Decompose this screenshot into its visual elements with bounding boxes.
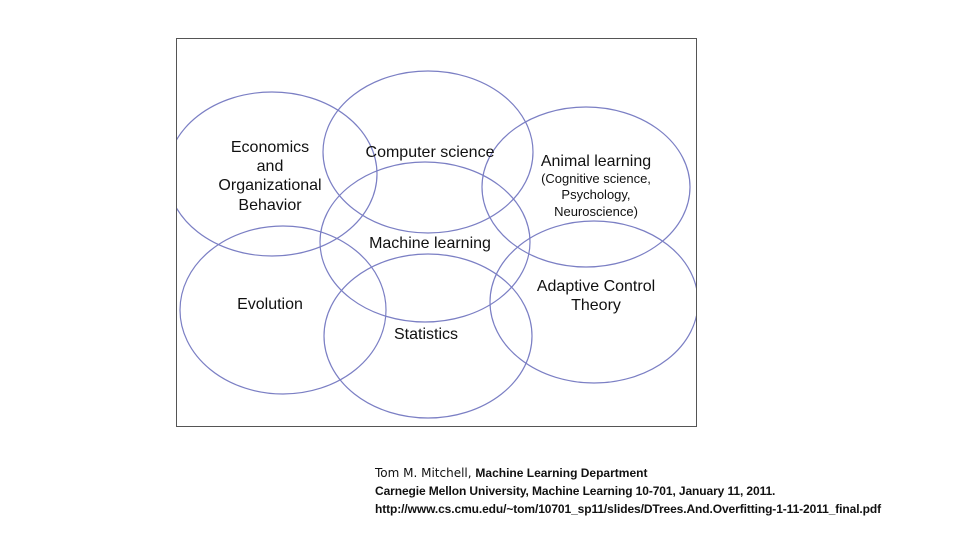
label-computer-science: Computer science xyxy=(365,144,495,161)
citation-author: Tom M. Mitchell, xyxy=(375,466,476,480)
label-animal-learning-sub3: Neuroscience) xyxy=(554,203,638,219)
label-animal-learning-sub1: (Cognitive science, xyxy=(541,171,651,187)
label-animal-learning xyxy=(541,152,651,220)
label-economics-line1: Economics xyxy=(230,139,310,156)
label-animal-learning-title: Animal learning xyxy=(540,153,652,170)
citation-line1 xyxy=(375,464,881,482)
label-adaptive-control-line2: Theory xyxy=(571,297,621,315)
citation xyxy=(375,464,881,518)
label-adaptive-control-line1: Adaptive Control xyxy=(536,278,656,295)
label-economics-line2: and xyxy=(256,158,284,176)
label-economics-line4: Behavior xyxy=(238,196,302,214)
label-economics xyxy=(218,138,321,215)
venn-diagram xyxy=(177,39,697,427)
citation-line2: Carnegie Mellon University, Machine Learning 10-701, January 11, 2011. xyxy=(375,484,776,498)
label-evolution: Evolution xyxy=(237,296,303,313)
label-economics-line3: Organizational xyxy=(218,177,322,195)
citation-url: http://www.cs.cmu.edu/~tom/10701_sp11/slides/DTrees.And.Overfitting-1-11-2011_final.pdf xyxy=(375,502,882,516)
venn-diagram-frame xyxy=(176,38,697,427)
label-machine-learning: Machine learning xyxy=(369,235,491,252)
label-statistics: Statistics xyxy=(393,326,459,343)
label-animal-learning-sub2: Psychology, xyxy=(561,187,631,203)
label-adaptive-control xyxy=(537,277,655,315)
citation-department: Machine Learning Department xyxy=(475,466,648,480)
